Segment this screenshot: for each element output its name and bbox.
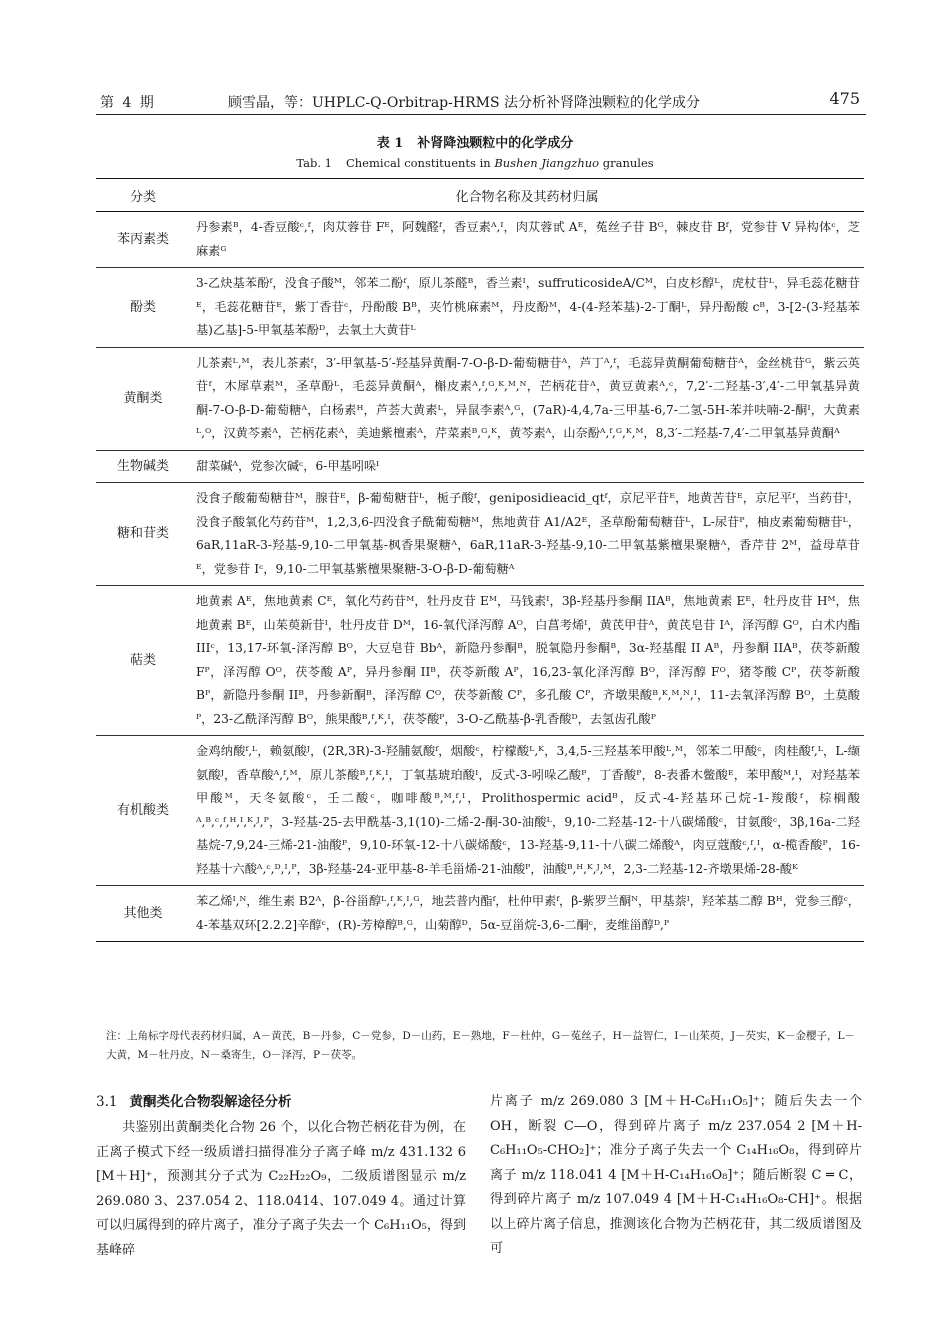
page-number: 475 xyxy=(829,89,860,108)
column-header-category: 分类 xyxy=(96,179,190,212)
body-paragraph-left xyxy=(96,1116,466,1263)
table-row xyxy=(96,268,864,348)
compounds-cell: 丹参素ᴮ，4-香豆酸ᶜ,ᶠ，肉苁蓉苷 Fᴱ，阿魏醛ᶠ，香豆素ᴬ,ᴵ，肉苁蓉甙 Aᴱ，菟丝子苷 Bᴳ，棘皮苷 Bᶠ，党参苷 V 异构体ᶜ，芝麻素ᴳ xyxy=(190,212,864,268)
right-column xyxy=(490,1090,862,1262)
constituents-table xyxy=(96,178,864,942)
compounds-cell: 甜菜碱ᴬ，党参次碱ᶜ，6-甲基吲哚ᴵ xyxy=(190,450,864,483)
category-cell: 酚类 xyxy=(96,268,190,348)
table-row xyxy=(96,886,864,942)
category-cell: 萜类 xyxy=(96,586,190,736)
section-title: 黄酮类化合物裂解途径分析 xyxy=(129,1094,292,1110)
table-title-en-italic: Bushen Jiangzhuo xyxy=(494,156,600,170)
category-cell: 生物碱类 xyxy=(96,450,190,483)
compounds-cell: 苯乙烯ᴵ,ᴺ，维生素 B2ᴬ，β-谷甾醇ᴸ,ᶠ,ᴷ,ᴵ,ᴳ，地芸普内酯ᶠ，杜仲甲素ᶠ，β-紫罗兰酮ᴺ，甲基萘ᴵ，羟苯基二醇 Bᴴ，党参三醇ᶜ，4-苯基双环[2.2.2]辛醇ᶜ，(R)-芳樟醇ᴮ,ᴳ，山菊醇ᴰ，5α-豆甾烷-3,6-二酮ᶜ，麦维甾醇ᴰ,ᴾ xyxy=(190,886,864,942)
left-column xyxy=(96,1090,466,1263)
table-number-cn: 表 1 xyxy=(376,136,404,151)
table-header-row xyxy=(96,179,864,212)
table-row xyxy=(96,586,864,736)
issue-number: 第 4 期 xyxy=(100,95,156,111)
table-row xyxy=(96,450,864,483)
compounds-cell: 没食子酸葡萄糖苷ᴹ，腺苷ᴱ，β-葡萄糖苷ᴸ，栀子酸ᶠ，geniposidieacid_qtᶠ，京尼平苷ᴱ，地黄苦苷ᴱ，京尼平ᶠ，当药苷ᴵ，没食子酸氧化芍药苷ᴹ，1,2,3,6-四没食子酰葡萄糖ᴹ，焦地黄苷 A1/A2ᴱ，圣草酚葡萄糖苷ᴸ，L-尿苷ᴾ，柚皮素葡萄糖苷ᴸ，6aR,11aR-3-羟基-9,10-二甲氧基-枫香果聚糖ᴬ，6aR,11aR-3-羟基-9,10-二甲氧基紫檀果聚糖ᴬ，香芹苷 2ᴹ，益母草苷ᴱ，党参苷 Iᶜ，9,10-二甲氧基紫檀果聚糖-3-O-β-D-葡萄糖ᴬ xyxy=(190,483,864,586)
compounds-cell: 儿茶素ᴸ,ᴹ，表儿茶素ᶠ，3′-甲氧基-5′-羟基异黄酮-7-O-β-D-葡萄糖苷ᴬ，芦丁ᴬ,ᶠ，毛蕊异黄酮葡萄糖苷ᴬ，金丝桃苷ᴳ，紫云英苷ᶠ，木犀草素ᴹ，圣草酚ᴸ，毛蕊异黄酮ᴬ，槲皮素ᴬ,ᶠ,ᴳ,ᴷ,ᴹ,ᴺ，芒柄花苷ᴬ，黄豆黄素ᴬ,ᶜ，7,2′-二羟基-3′,4′-二甲氧基异黄酮-7-O-β-D-葡萄糖ᴬ，白杨素ᴴ，芦荟大黄素ᴸ，异鼠李素ᴬ,ᴳ，(7aR)-4,4,7a-三甲基-6,7-二氢-5H-苯并呋喃-2-酮ᴵ，大黄素ᴸ,ᴼ，汉黄芩素ᴬ，芒柄花素ᴬ，美迪紫檀素ᴬ，芹菜素ᴮ,ᴳ,ᴷ，黄芩素ᴬ，山奈酚ᴬ,ᶠ,ᴳ,ᴷ,ᴹ，8,3′-二羟基-7,4′-二甲氧基异黄酮ᴬ xyxy=(190,347,864,450)
category-cell: 有机酸类 xyxy=(96,736,190,886)
table-row xyxy=(96,212,864,268)
table-row xyxy=(96,347,864,450)
table-title-en-suffix: granules xyxy=(602,156,654,170)
running-title: 顾雪晶，等：UHPLC-Q-Orbitrap-HRMS 法分析补肾降浊颗粒的化学成分 xyxy=(228,95,700,111)
table-title-en-prefix: Chemical constituents in xyxy=(345,156,491,170)
compounds-cell: 地黄素 Aᴱ，焦地黄素 Cᴱ，氧化芍药苷ᴹ，牡丹皮苷 Eᴹ，马钱素ᴵ，3β-羟基丹参酮 IIAᴮ，焦地黄素 Eᴱ，牡丹皮苷 Hᴹ，焦地黄素 Bᴱ，山茱萸新苷ᴵ，牡丹皮苷 Dᴹ，16-氧代泽泻醇 Aᴼ，白菖考烯ᴵ，黄芪甲苷ᴬ，黄芪皂苷 Iᴬ，泽泻醇 Gᴼ，白术内酯 IIIᶜ，13,17-环氧-泽泻醇 Bᴼ，大豆皂苷 Bbᴬ，新隐丹参酮ᴮ，脱氧隐丹参酮ᴮ，3α-羟基醌 II Aᴮ，丹参酮 IIAᴮ，茯苓新酸 Fᴾ，泽泻醇 Oᴼ，茯苓酸 Aᴾ，异丹参酮 IIᴮ，茯苓新酸 Aᴾ，16,23-氧化泽泻醇 Bᴼ，泽泻醇 Fᴼ，猪苓酸 Cᴾ，茯苓新酸 Bᴾ，新隐丹参酮 IIᴮ，丹参新酮ᴮ，泽泻醇 Cᴼ，茯苓新酸 Cᴾ，多孔酸 Cᴾ，齐墩果酸ᴮ,ᴷ,ᴹ,ᴺ,ᴵ，11-去氧泽泻醇 Bᴼ，土莫酸ᴾ，23-乙酰泽泻醇 Bᴼ，熊果酸ᴮ,ᶠ,ᴷ,ᴵ，茯苓酸ᴾ，3-O-乙酰基-β-乳香酸ᴰ，去氢齿孔酸ᴾ xyxy=(190,586,864,736)
table-caption-cn xyxy=(0,132,950,151)
compounds-cell: 3-乙炔基苯酚ᶠ，没食子酸ᴹ，邻苯二酚ᶠ，原儿茶醛ᴮ，香兰素ᴵ，suffruticosideA/Cᴹ，白皮杉醇ᴸ，虎杖苷ᴸ，异毛蕊花糖苷ᴱ，毛蕊花糖苷ᴱ，紫丁香苷ᶜ，丹酚酸 Bᴮ，夹竹桃麻素ᴹ，丹皮酚ᴹ，4-(4-羟苯基)-2-丁酮ᴸ，异丹酚酸 cᴮ，3-[2-(3-羟基苯基)乙基]-5-甲氧基苯酚ᴰ，去氧土大黄苷ᴸ xyxy=(190,268,864,348)
body-paragraph-right: 片离子 m/z 269.080 3 [M＋H-C₆H₁₁O₅]⁺；随后失去一个 OH，断裂 C—O，得到碎片离子 m/z 237.054 2 [M＋H-C₆H₁₁O₅-CHO₂]⁺；准分子离子失去一个 C₁₄H₁₆O₈，得到碎片离子 m/z 118.041 4 [M＋H-C₁₄H₁₆O₈]⁺；随后断裂 C ═ C，得到碎片离子 m/z 107.049 4 [M＋H-C₁₄H₁₆O₈-CH]⁺。根据以上碎片离子信息，推测该化合物为芒柄花苷，其二级质谱图及可 xyxy=(490,1094,862,1256)
table-caption-en xyxy=(0,156,950,170)
section-heading xyxy=(96,1090,466,1110)
category-cell: 黄酮类 xyxy=(96,347,190,450)
category-cell: 苯丙素类 xyxy=(96,212,190,268)
column-header-compounds: 化合物名称及其药材归属 xyxy=(190,179,864,212)
table-row xyxy=(96,736,864,886)
running-header xyxy=(96,88,866,115)
category-cell: 糖和苷类 xyxy=(96,483,190,586)
table-footnote: 注：上角标字母代表药材归属，A－黄芪，B－丹参，C－党参，D－山药，E－熟地，F－杜仲，G－菟丝子，H－益智仁，I－山茱萸，J－芡实，K－金樱子，L－大黄，M－牡丹皮，N－桑寄生，O－泽泻，P－茯苓。 xyxy=(106,1030,855,1061)
table-title-cn: 补肾降浊颗粒中的化学成分 xyxy=(417,136,574,151)
category-cell: 其他类 xyxy=(96,886,190,942)
body-text-left: 共鉴别出黄酮类化合物 26 个，以化合物芒柄花苷为例，在正离子模式下经一级质谱扫描得准分子离子峰 m/z 431.132 6 [M＋H]⁺，预测其分子式为 C₂₂H₂₂O₉，二级质谱图显示 m/z 269.080 3、237.054 2、118.0414、107.049 4。通过计算可以归属得到的碎片离子，准分子离子失去一个 C₆H₁₁O₅，得到基峰碎 xyxy=(96,1120,466,1258)
compounds-cell: 金鸡纳酸ᶠ,ᴸ，赖氨酸ᴶ，(2R,3R)-3-羟脯氨酸ᶠ，烟酸ᶜ，柠檬酸ᴸ,ᴷ，3,4,5-三羟基苯甲酸ᴸ,ᴹ，邻苯二甲酸ᶜ，肉桂酸ᶠ,ᴸ，L-缬氨酸ᴶ，香草酸ᴬ,ᶠ,ᴹ，原儿茶酸ᴮ,ᶠ,ᴷ,ᴵ，丁氧基琥珀酸ᴵ，反式-3-吲哚乙酸ᴾ，丁香酸ᴾ，8-表番木鳖酸ᴱ，苯甲酸ᴹ,ᴵ，对羟基苯甲酸ᴹ，天冬氨酸ᶜ，壬二酸ᶜ，咖啡酸ᴮ,ᴹ,ᶠ,ᴵ，Prolithospermic acidᴮ，反式-4-羟基环己烷-1-羧酸ᶠ，棕榈酸ᴬ,ᴮ,ᶜ,ᶠ,ᴴ,ᴵ,ᴷ,ᴶ,ᴾ，3-羟基-25-去甲酰基-3,1(10)-二烯-2-酮-30-油酸ᴸ，9,10-二羟基-12-十八碳烯酸ᶜ，甘氨酸ᶜ，3β,16a-二羟基烷-7,9,24-三烯-21-油酸ᴾ，9,10-环氧-12-十八碳烯酸ᶜ，13-羟基-9,11-十八碳二烯酸ᴬ，肉豆蔻酸ᶜ,ᶠ,ᴵ，α-榄香酸ᴾ，16-羟基十六酸ᴬ,ᶜ,ᴰ,ᴵ,ᴾ，3β-羟基-24-亚甲基-8-羊毛甾烯-21-油酸ᴾ，油酸ᴮ,ᴴ,ᴷ,ᴶ,ᴹ，2,3-二羟基-12-齐墩果烯-28-酸ᴷ xyxy=(190,736,864,886)
section-number: 3.1 xyxy=(96,1094,118,1110)
table-row xyxy=(96,483,864,586)
table-number-en: Tab. 1 xyxy=(296,156,332,170)
